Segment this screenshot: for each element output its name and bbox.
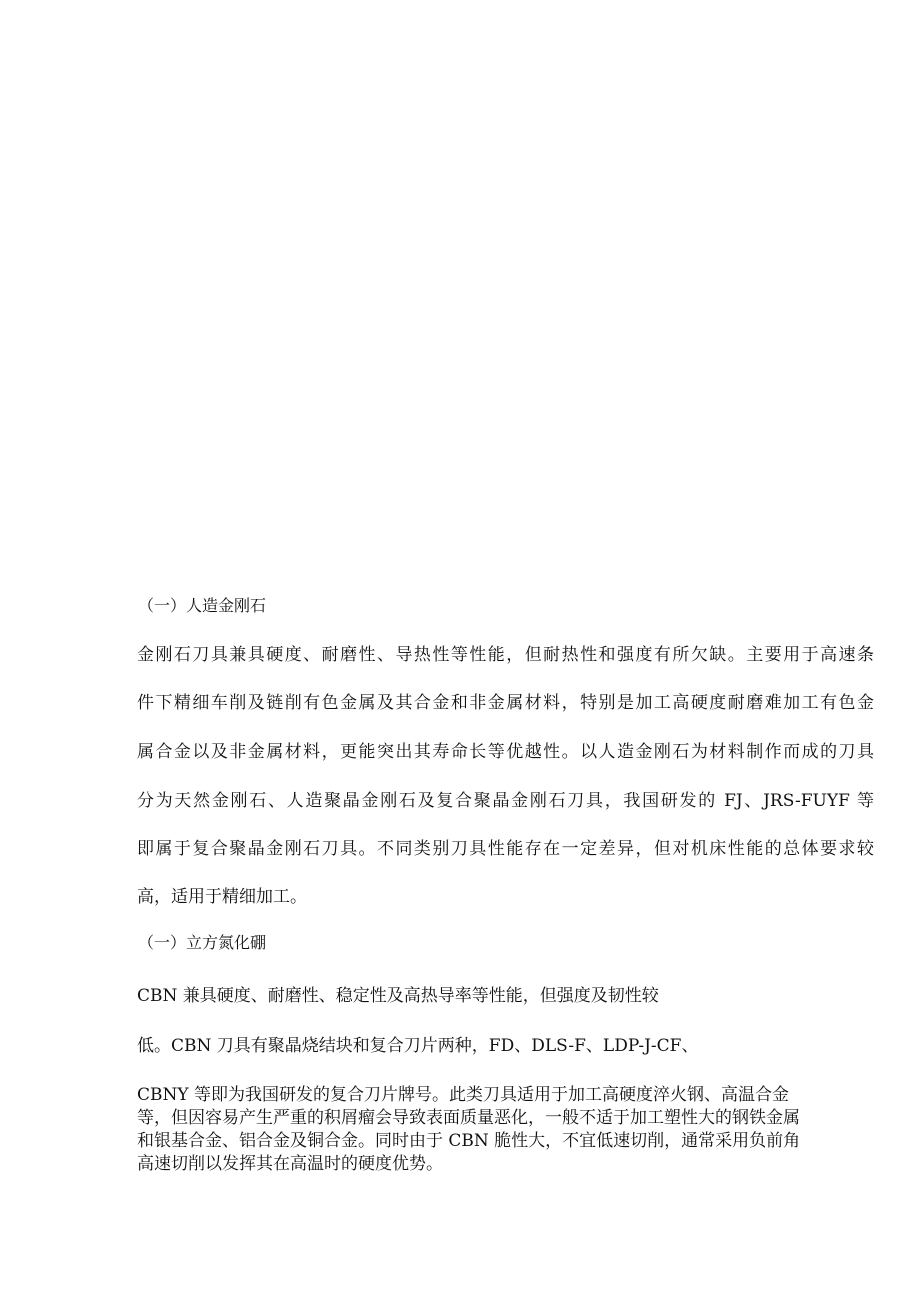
cbn-paragraph <box>137 1084 867 1176</box>
paragraph-line: 即属于复合聚晶金刚石刀具。不同类别刀具性能存在一定差异，但对机床性能的总体要求较 <box>137 839 874 859</box>
paragraph-line: 属合金以及非金属材料，更能突出其寿命长等优越性。以人造金刚石为材料制作而成的刀具 <box>137 742 874 762</box>
section-heading-cbn: （一）立方氮化硼 <box>138 933 267 952</box>
paragraph-line: CBN 兼具硬度、耐磨性、稳定性及高热导率等性能，但强度及韧性较 <box>137 986 659 1006</box>
paragraph-line: 和银基合金、铝合金及铜合金。同时由于 CBN 脆性大，不宜低速切削，通常采用负前角 <box>137 1131 801 1151</box>
paragraph-line: CBNY 等即为我国研发的复合刀片牌号。此类刀具适用于加工高硬度淬火钢、高温合金 <box>137 1085 789 1105</box>
paragraph-line: 低。CBN 刀具有聚晶烧结块和复合刀片两种，FD、DLS-F、LDP-J-CF、 <box>137 1036 699 1056</box>
paragraph-line: 高，适用于精细加工。 <box>137 887 307 907</box>
section-heading-artificial-diamond: （一）人造金刚石 <box>138 596 267 615</box>
paragraph-line: 等，但因容易产生严重的积屑瘤会导致表面质量恶化，一般不适于加工塑性大的钢铁金属 <box>137 1108 800 1128</box>
paragraph-line: 件下精细车削及链削有色金属及其合金和非金属材料，特别是加工高硬度耐磨难加工有色金 <box>137 693 874 713</box>
paragraph-line: 高速切削以发挥其在高温时的硬度优势。 <box>137 1154 443 1174</box>
paragraph-line: 分为天然金刚石、人造聚晶金刚石及复合聚晶金刚石刀具，我国研发的 FJ、JRS-FUYF 等 <box>137 791 874 811</box>
paragraph-line: 金刚石刀具兼具硬度、耐磨性、导热性等性能，但耐热性和强度有所欠缺。主要用于高速条 <box>137 645 874 665</box>
